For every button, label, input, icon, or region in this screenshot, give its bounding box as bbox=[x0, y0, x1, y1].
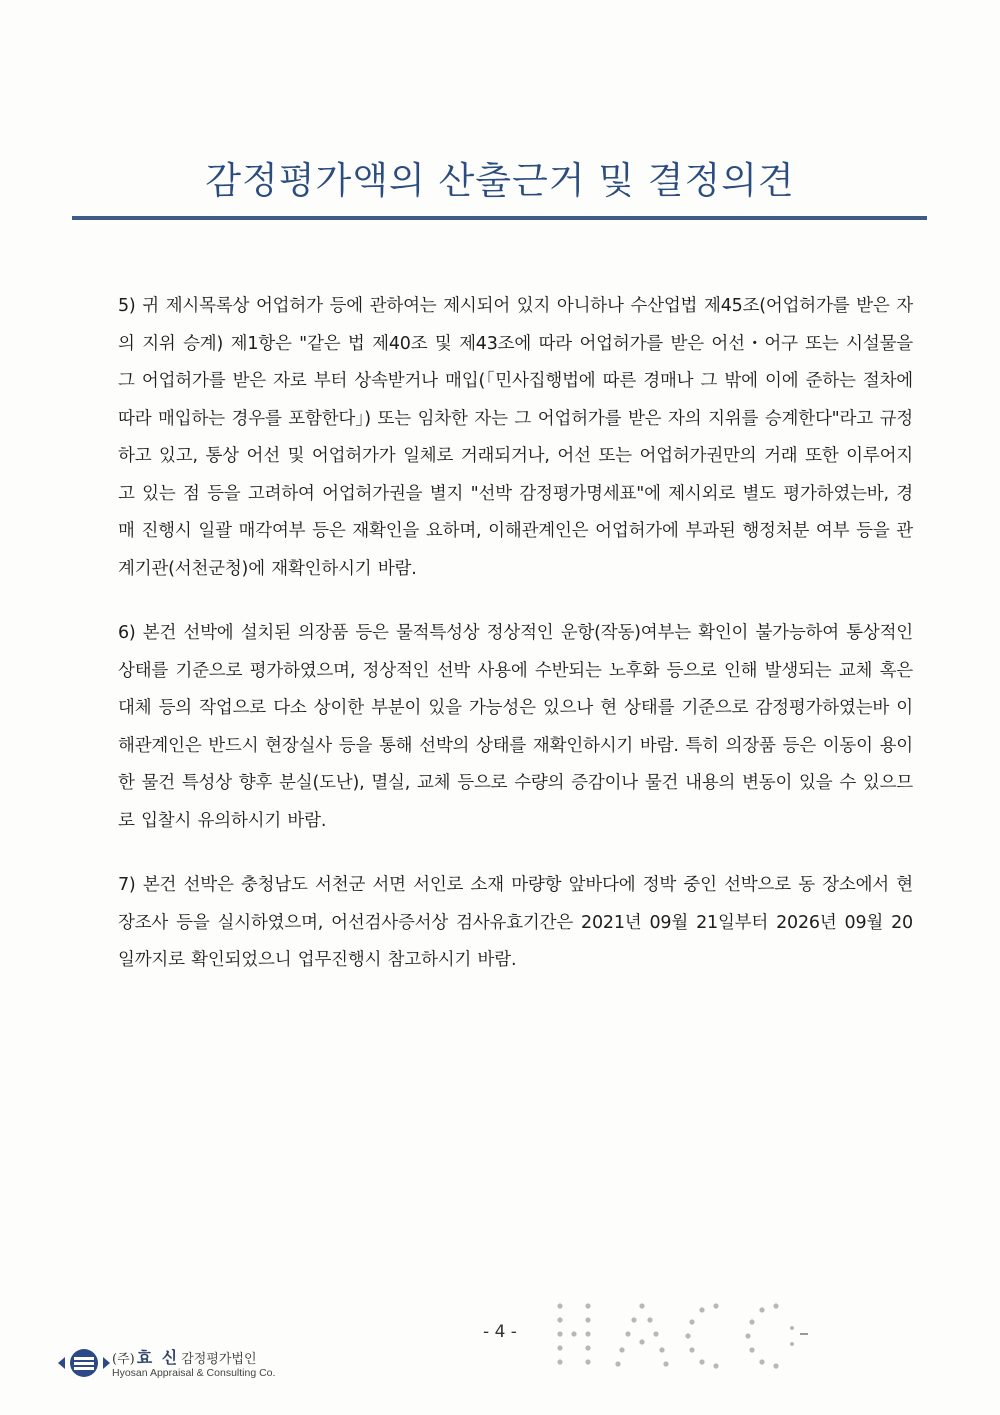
paragraph-5: 5) 귀 제시목록상 어업허가 등에 관하여는 제시되어 있지 아니하나 수산업법 제45조(어업허가를 받은 자의 지위 승계) 제1항은 "같은 법 제40조 및 제43조에 따라 어업허가를 받은 어선・어구 또는 시설물을 그 어업허가를 받은 자로 부터 상속받거나 매입(「민사집행법에 따른 경매나 그 밖에 이에 준하는 절차에 따라 매입하는 경우를 포함한다」) 또는 임차한 자는 그 어업허가를 받은 자의 지위를 승계한다"라고 규정하고 있고, 통상 어선 및 어업허가가 일체로 거래되거나, 어선 또는 어업허가권만의 거래 또한 이루어지고 있는 점 등을 고려하여 어업허가권을 별지 "선박 감정평가명세표"에 제시외로 별도 평가하였는바, 경매 진행시 일괄 매각여부 등은 재확인을 요하며, 이해관계인은 어업허가에 부과된 행정처분 여부 등을 관계기관(서천군청)에 재확인하시기 바람. bbox=[118, 296, 913, 579]
title-divider bbox=[72, 216, 927, 220]
company-logo bbox=[56, 1343, 296, 1385]
company-brand: 효 신 bbox=[136, 1348, 180, 1367]
company-prefix: (주) bbox=[112, 1352, 135, 1367]
company-suffix: 감정평가법인 bbox=[181, 1352, 257, 1367]
paragraph-6: 6) 본건 선박에 설치된 의장품 등은 물적특성상 정상적인 운항(작동)여부는 확인이 불가능하여 통상적인 상태를 기준으로 평가하였으며, 정상적인 선박 사용에 수반되는 노후화 등으로 인해 발생되는 교체 혹은 대체 등의 작업으로 다소 상이한 부분이 있을 가능성은 있으나 현 상태를 기준으로 감정평가하였는바 이해관계인은 반드시 현장실사 등을 통해 선박의 상태를 재확인하시기 바람. 특히 의장품 등은 이동이 용이한 물건 특성상 향후 분실(도난), 멸실, 교체 등으로 수량의 증감이나 물건 내용의 변동이 있을 수 있으므로 입찰시 유의하시기 바람. bbox=[118, 623, 913, 831]
company-name-korean bbox=[112, 1345, 257, 1368]
page-title: 감정평가액의 산출근거 및 결정의견 bbox=[205, 159, 795, 202]
document-body bbox=[118, 288, 913, 1007]
scan-mark bbox=[800, 1333, 808, 1335]
paragraph-7: 7) 본건 선박은 충청남도 서천군 서면 서인로 소재 마량항 앞바다에 정박 중인 선박으로 동 장소에서 현장조사 등을 실시하였으며, 어선검사증서상 검사유효기간은 2021년 09월 21일부터 2026년 09월 20일까지로 확인되었으니 업무진행시 참고하시기 바람. bbox=[118, 875, 913, 970]
hyosan-logo-icon bbox=[56, 1347, 112, 1379]
page-number: - 4 - bbox=[483, 1322, 517, 1342]
dot-pattern-watermark-icon bbox=[548, 1298, 818, 1378]
company-name-english: Hyosan Appraisal & Consulting Co. bbox=[112, 1367, 276, 1379]
